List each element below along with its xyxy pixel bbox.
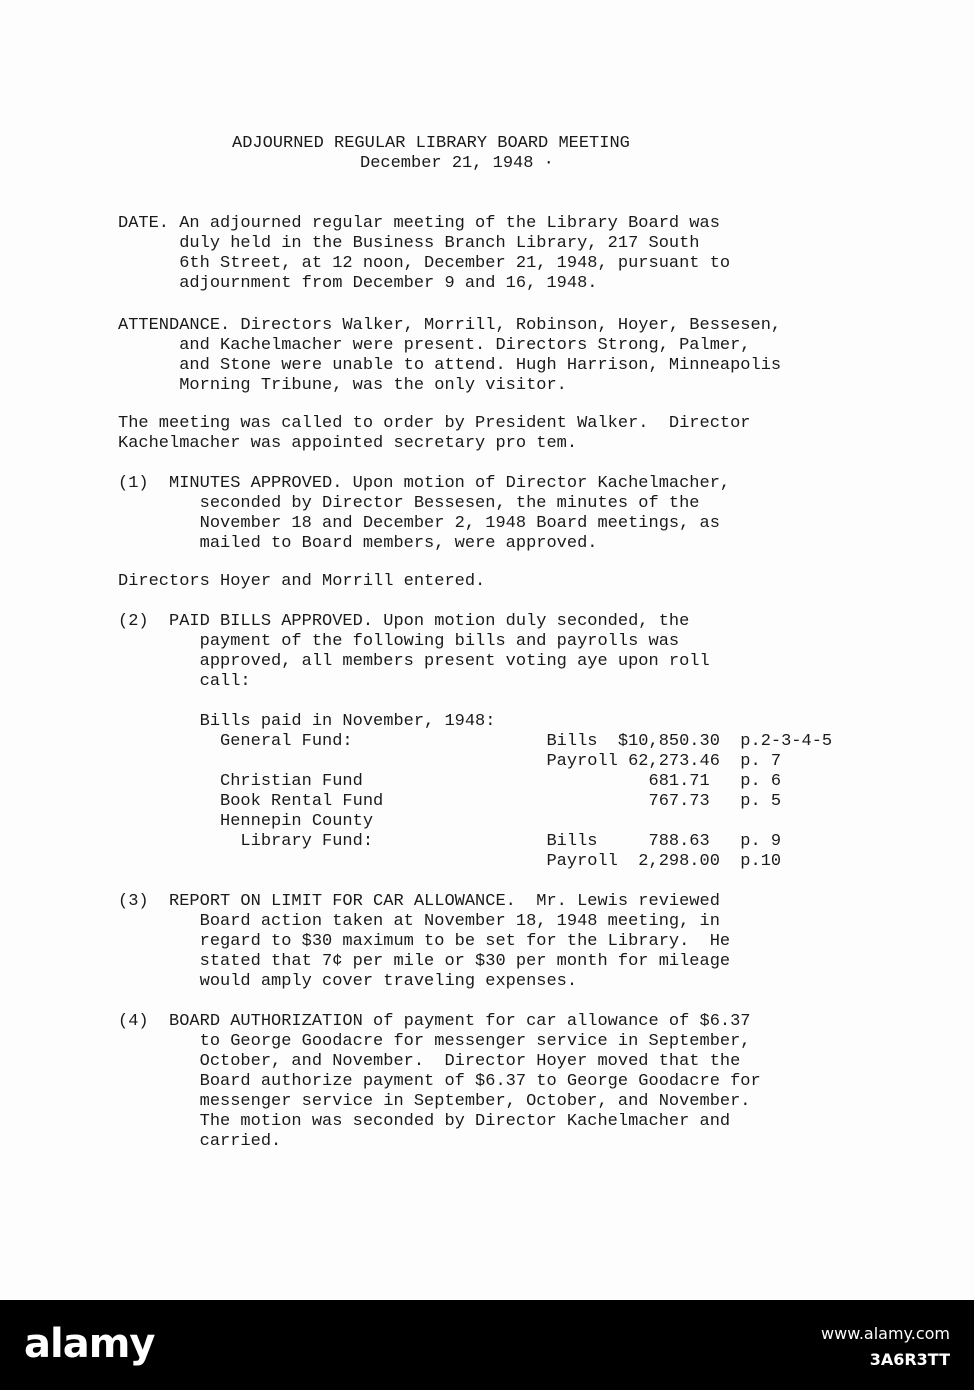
text-line: to George Goodacre for messenger service in September,	[118, 1032, 751, 1051]
text-line: The meeting was called to order by President Walker. Director	[118, 414, 751, 433]
text-line: (1) MINUTES APPROVED. Upon motion of Director Kachelmacher,	[118, 474, 731, 493]
bills-row: Book Rental Fund 767.73 p. 5	[118, 792, 782, 811]
document-title: ADJOURNED REGULAR LIBRARY BOARD MEETING	[232, 134, 630, 153]
text-line: would amply cover traveling expenses.	[118, 972, 578, 991]
bills-row: Library Fund: Bills 788.63 p. 9	[118, 832, 782, 851]
watermark-image-id: 3A6R3TT	[869, 1350, 950, 1369]
text-line: ATTENDANCE. Directors Walker, Morrill, Robinson, Hoyer, Bessesen,	[118, 316, 782, 335]
text-line: carried.	[118, 1132, 282, 1151]
bills-heading: Bills paid in November, 1948:	[118, 712, 496, 731]
bills-row: General Fund: Bills $10,850.30 p.2-3-4-5	[118, 732, 833, 751]
text-line: duly held in the Business Branch Library, 217 South	[118, 234, 700, 253]
text-line: DATE. An adjourned regular meeting of the Library Board was	[118, 214, 720, 233]
text-line: messenger service in September, October, and November.	[118, 1092, 751, 1111]
text-line: November 18 and December 2, 1948 Board meetings, as	[118, 514, 720, 533]
text-line: stated that 7¢ per mile or $30 per month for mileage	[118, 952, 731, 971]
text-line: adjournment from December 9 and 16, 1948.	[118, 274, 598, 293]
document-date: December 21, 1948 ·	[360, 154, 554, 173]
text-line: (4) BOARD AUTHORIZATION of payment for car allowance of $6.37	[118, 1012, 751, 1031]
bills-row: Payroll 62,273.46 p. 7	[118, 752, 782, 771]
text-line: mailed to Board members, were approved.	[118, 534, 598, 553]
text-line: Kachelmacher was appointed secretary pro tem.	[118, 434, 578, 453]
text-line: regard to $30 maximum to be set for the Library. He	[118, 932, 731, 951]
bills-row: Payroll 2,298.00 p.10	[118, 852, 782, 871]
text-line: October, and November. Director Hoyer moved that the	[118, 1052, 741, 1071]
text-line: (3) REPORT ON LIMIT FOR CAR ALLOWANCE. Mr. Lewis reviewed	[118, 892, 720, 911]
text-line: and Kachelmacher were present. Directors Strong, Palmer,	[118, 336, 751, 355]
text-line: Board action taken at November 18, 1948 meeting, in	[118, 912, 720, 931]
text-line: Directors Hoyer and Morrill entered.	[118, 572, 486, 591]
alamy-logo: alamy	[24, 1321, 155, 1367]
bills-row: Hennepin County	[118, 812, 374, 831]
text-line: call:	[118, 672, 251, 691]
bills-row: Christian Fund 681.71 p. 6	[118, 772, 782, 791]
text-line: seconded by Director Bessesen, the minutes of the	[118, 494, 700, 513]
text-line: payment of the following bills and payrolls was	[118, 632, 680, 651]
text-line: Board authorize payment of $6.37 to George Goodacre for	[118, 1072, 761, 1091]
text-line: (2) PAID BILLS APPROVED. Upon motion duly seconded, the	[118, 612, 690, 631]
watermark-site: www.alamy.com	[821, 1324, 950, 1343]
text-line: and Stone were unable to attend. Hugh Harrison, Minneapolis	[118, 356, 782, 375]
text-line: approved, all members present voting aye upon roll	[118, 652, 710, 671]
text-line: 6th Street, at 12 noon, December 21, 1948, pursuant to	[118, 254, 731, 273]
text-line: Morning Tribune, was the only visitor.	[118, 376, 567, 395]
text-line: The motion was seconded by Director Kachelmacher and	[118, 1112, 731, 1131]
